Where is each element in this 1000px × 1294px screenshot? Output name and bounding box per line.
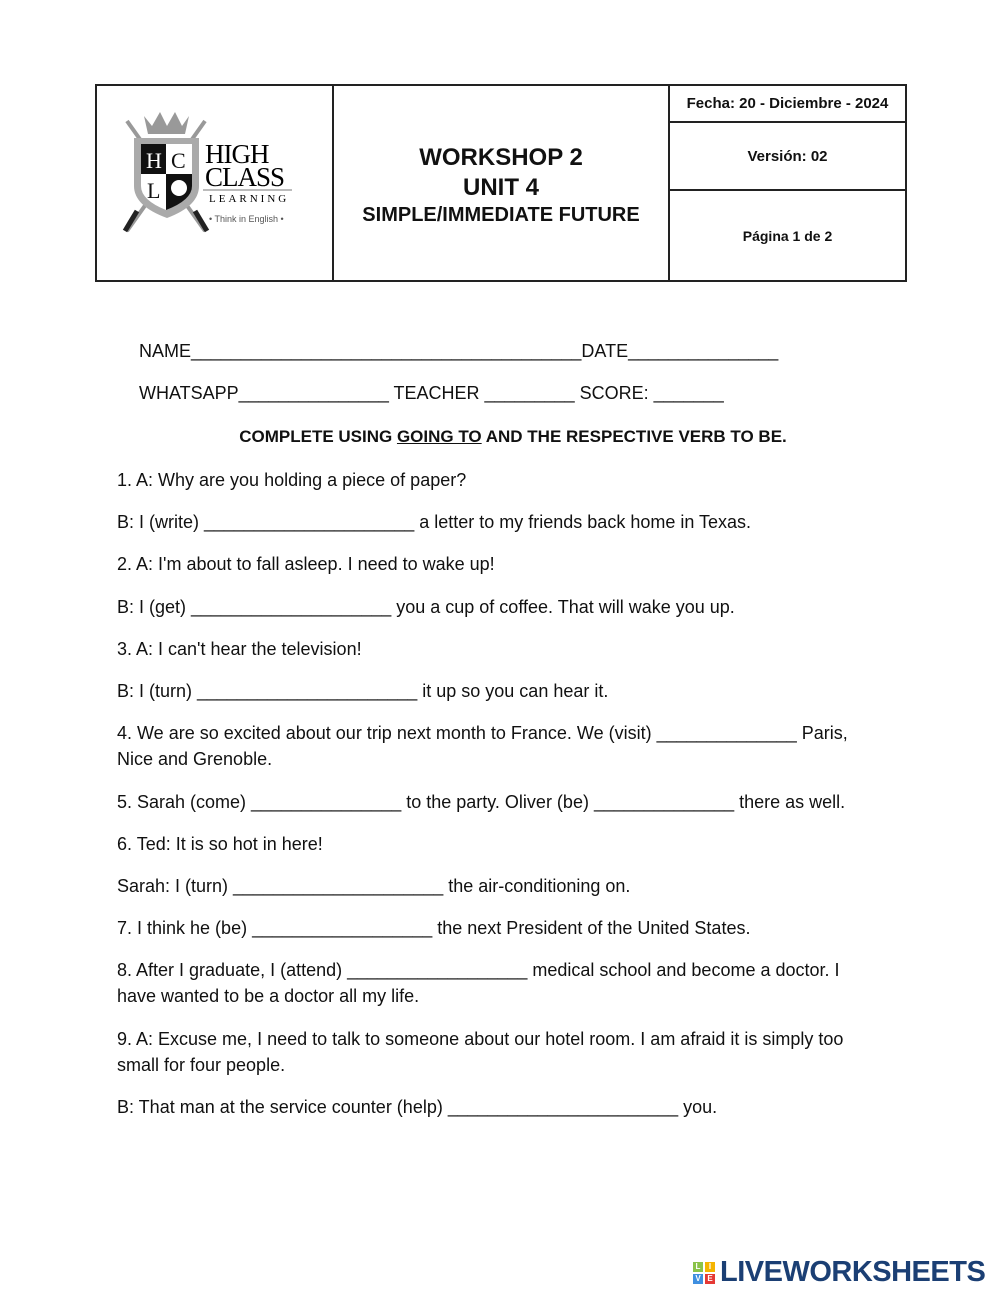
badge-letter: L	[693, 1262, 703, 1272]
badge-letter: V	[693, 1274, 703, 1284]
exercise-item: 1. A: Why are you holding a piece of paper?	[117, 470, 467, 490]
liveworksheets-logo	[692, 1256, 985, 1289]
page-info: Página 1 de 2	[742, 227, 833, 244]
svg-text:LEARNING: LEARNING	[209, 193, 290, 205]
logo-cell	[97, 86, 334, 280]
exercise-item: Sarah: I (turn) _____________________ the air-conditioning on.	[117, 876, 631, 896]
svg-text:C: C	[171, 148, 186, 173]
liveworksheets-brand: LIVEWORKSHEETS	[720, 1256, 986, 1288]
exercise-item: 3. A: I can't hear the television!	[117, 639, 362, 659]
exercise-item: 7. I think he (be) __________________ the next President of the United States.	[117, 918, 751, 938]
info-cell	[670, 86, 905, 280]
exercise-item: 5. Sarah (come) _______________ to the party. Oliver (be) ______________ there as well.	[117, 792, 846, 812]
exercise-item: 8. After I graduate, I (attend) __________________ medical school and become a doctor. I have wanted to be a doctor all my life.	[117, 960, 840, 1006]
svg-text:H: H	[146, 148, 162, 173]
exercise-item: B: I (get) ____________________ you a cup of coffee. That will wake you up.	[117, 597, 735, 617]
whatsapp-teacher-score-field[interactable]: WHATSAPP_______________ TEACHER _________ SCORE: _______	[139, 383, 724, 403]
badge-letter: E	[705, 1274, 715, 1284]
exercise-item: 9. A: Excuse me, I need to talk to someone about our hotel room. I am afraid it is simply too small for four people.	[117, 1029, 844, 1075]
svg-text:L: L	[147, 178, 161, 203]
exercise-item: B: That man at the service counter (help) _______________________ you.	[117, 1097, 718, 1117]
exercise-item: B: I (write) _____________________ a letter to my friends back home in Texas.	[117, 512, 752, 532]
unit-title: UNIT 4	[462, 174, 539, 201]
svg-text:CLASS: CLASS	[205, 162, 285, 192]
version-info: Versión: 02	[670, 123, 905, 191]
exercise-item: 6. Ted: It is so hot in here!	[117, 834, 323, 854]
date-info: Fecha: 20 - Diciembre - 2024	[670, 86, 905, 123]
topic-title: SIMPLE/IMMEDIATE FUTURE	[362, 204, 640, 226]
workshop-title: WORKSHOP 2	[419, 144, 583, 171]
svg-text:HIGH: HIGH	[205, 139, 269, 169]
svg-text:• Think in English •: • Think in English •	[209, 214, 284, 224]
exercise-item: 2. A: I'm about to fall asleep. I need to wake up!	[117, 554, 495, 574]
exercise-item: 4. We are so excited about our trip next month to France. We (visit) ______________ Paris, Nice and Grenoble.	[117, 723, 848, 769]
badge-letter: I	[705, 1262, 715, 1272]
exercise-item: B: I (turn) ______________________ it up so you can hear it.	[117, 681, 609, 701]
title-cell	[334, 86, 670, 280]
instruction-underlined: GOING TO	[396, 427, 482, 446]
live-badge-icon	[692, 1261, 718, 1285]
instruction-post: AND THE RESPECTIVE VERB TO BE.	[481, 427, 787, 446]
header-table	[95, 84, 907, 282]
instruction	[0, 427, 1000, 447]
instruction-pre: COMPLETE USING	[239, 427, 397, 446]
name-date-field[interactable]: NAME_______________________________________DATE_______________	[139, 341, 779, 361]
school-logo	[97, 86, 332, 280]
